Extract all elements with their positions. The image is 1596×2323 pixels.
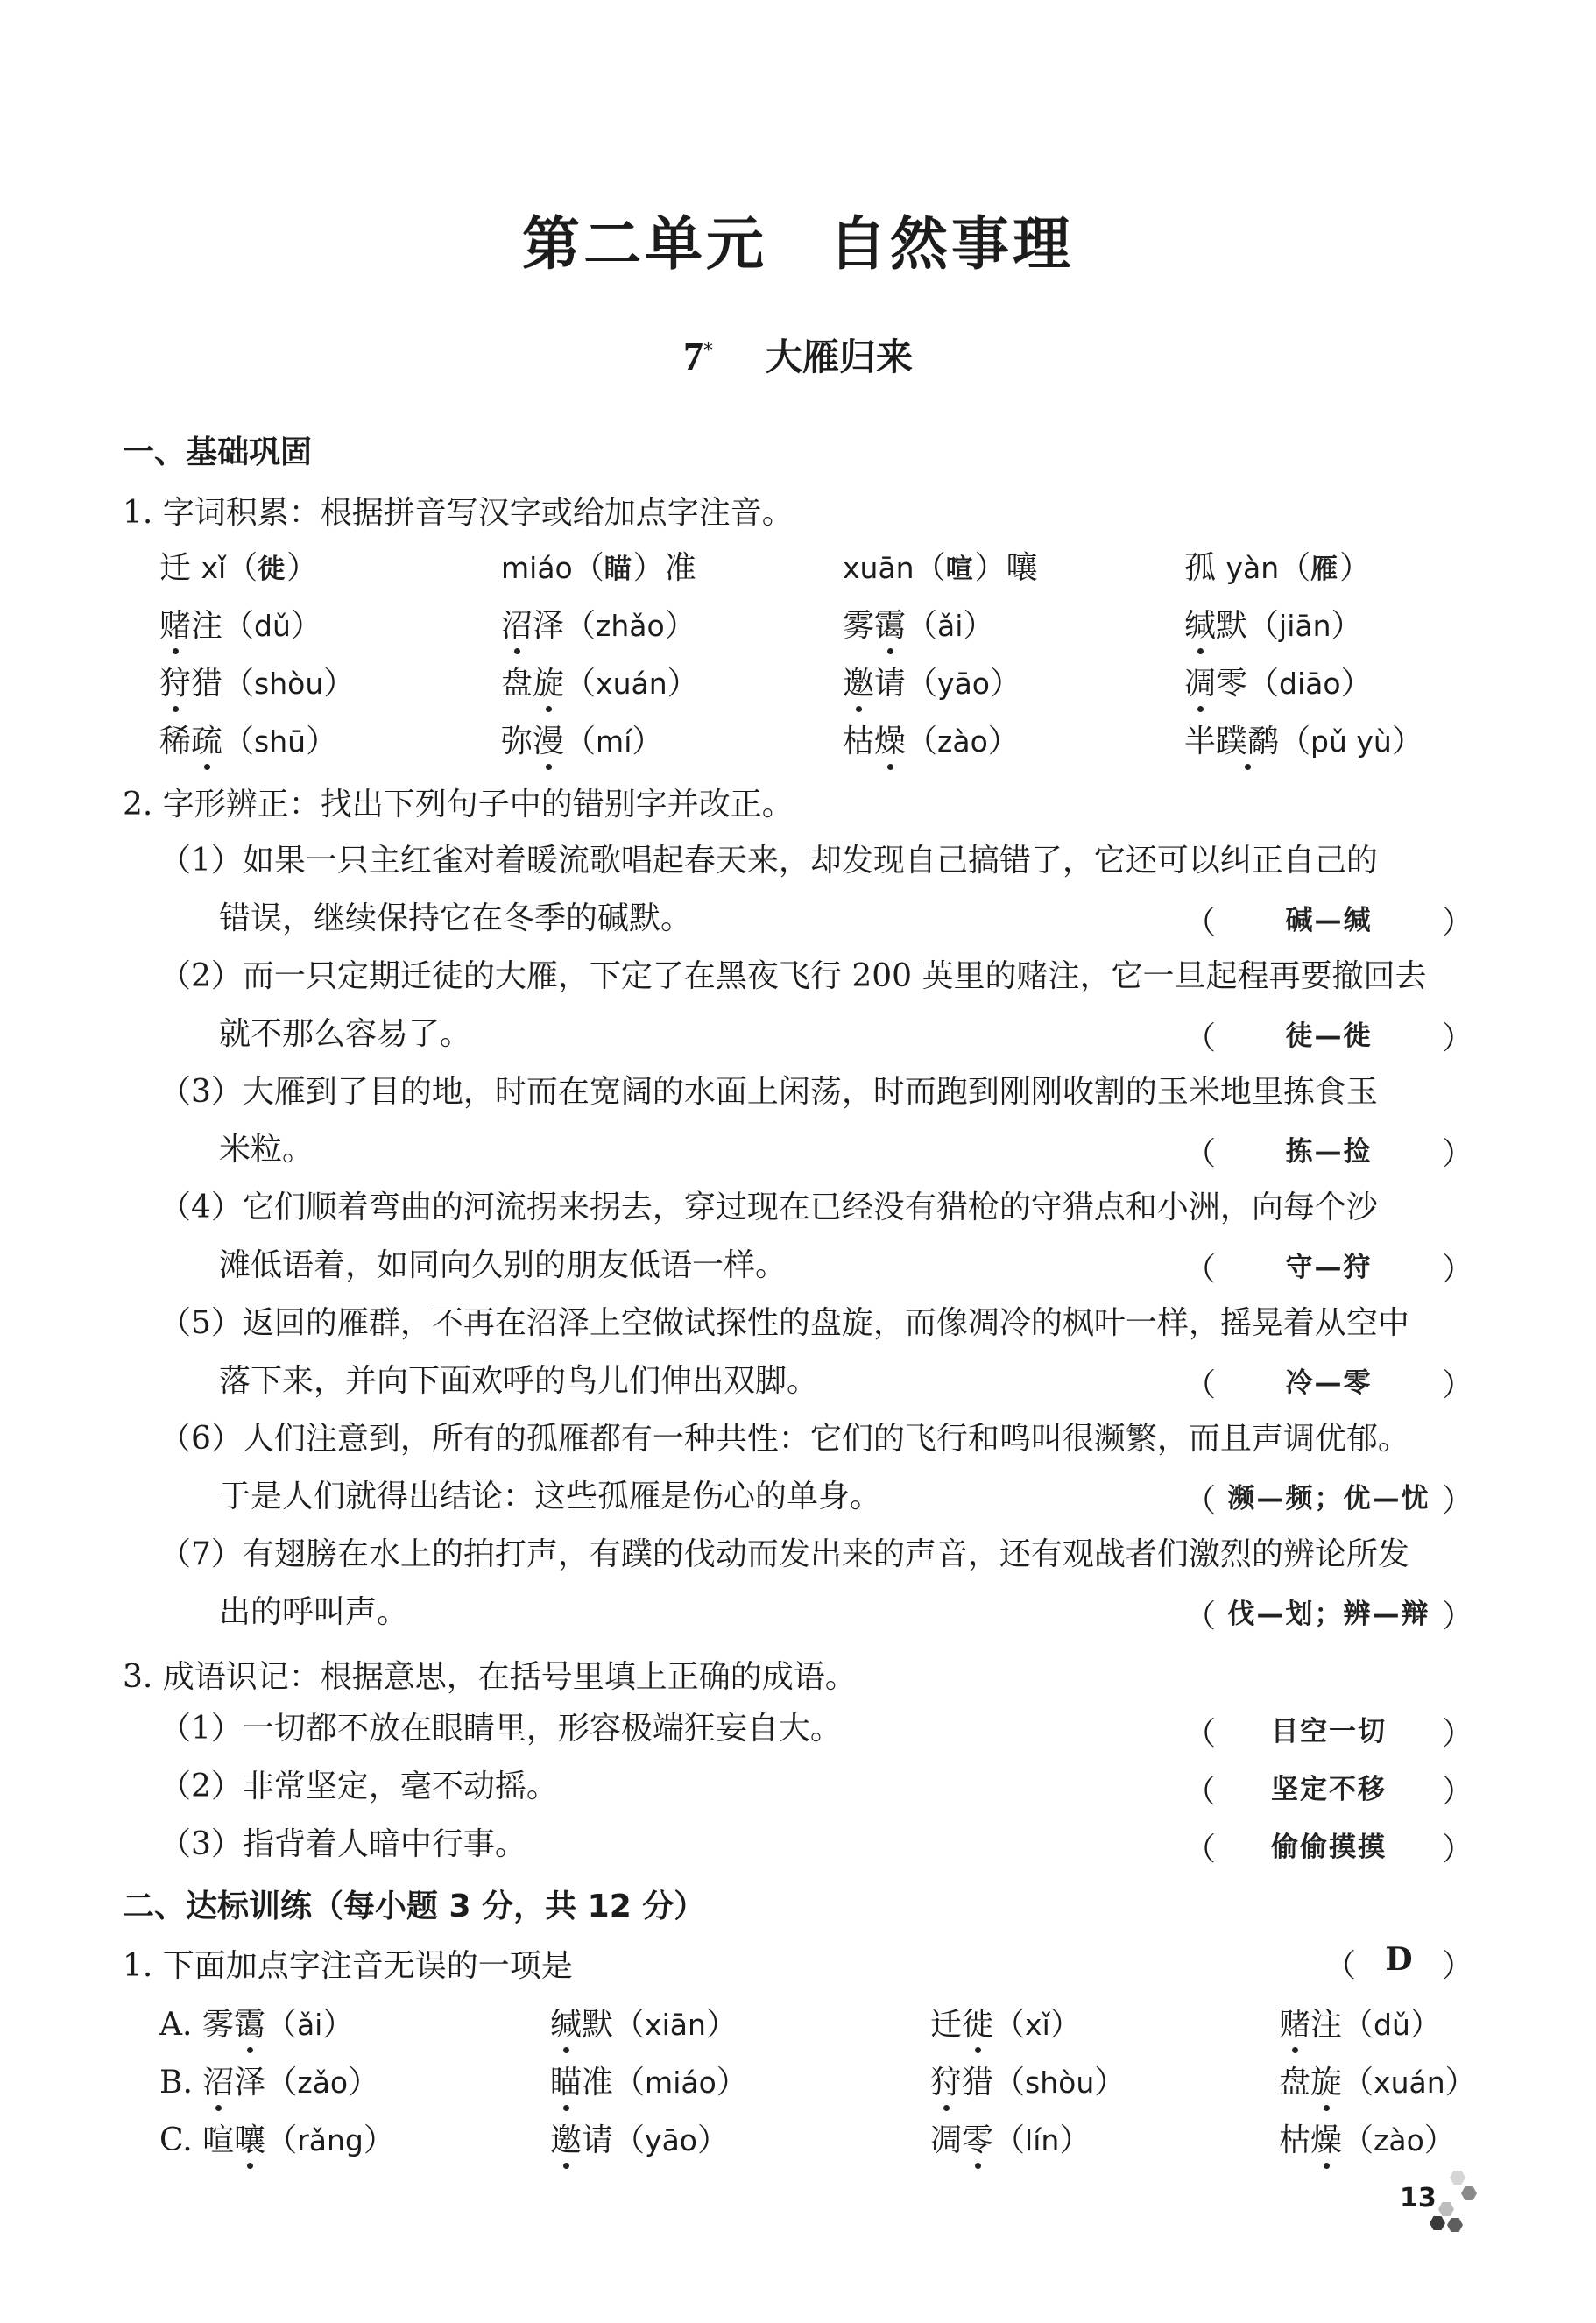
option-cell: 狩猎（shòu）	[930, 2065, 1126, 2101]
vocab-cell: 盘旋（xuán）	[501, 666, 699, 702]
option-cell: 缄默（xiān）	[550, 2007, 738, 2043]
question-stem: 2. 字形辨正：找出下列句子中的错别字并改正。	[123, 787, 794, 823]
option-text: 盘	[1279, 2065, 1311, 2101]
pinyin: yāo	[937, 667, 990, 701]
answer-bracket: （ 濒—频；优—忧 ）	[1184, 1476, 1473, 1521]
handwritten-answer: 瞄	[604, 554, 633, 585]
vocab-cell: 沼泽（zhǎo）	[501, 608, 696, 644]
hexagon-decoration-icon	[1461, 2186, 1477, 2200]
answer-bracket: （ D ）	[1324, 1941, 1473, 1984]
answer-bracket: （ 伐—划；辨—辩 ）	[1184, 1592, 1473, 1636]
option-cell: A. 雾霭（ǎi）	[159, 2007, 355, 2043]
option-cell: 瞄准（miáo）	[550, 2065, 748, 2101]
lesson-mark: *	[703, 340, 713, 362]
item-line: 出的呼叫声。	[219, 1594, 409, 1630]
option-letter: B.	[159, 2065, 203, 2101]
vocab-text: 猎	[191, 666, 223, 702]
dotted-char: 邀	[550, 2122, 583, 2158]
pinyin: zào	[1374, 2123, 1424, 2157]
option-text: 泽	[234, 2065, 266, 2101]
option-letter: C.	[159, 2122, 203, 2158]
pinyin: pǔ yù	[1310, 724, 1392, 759]
dotted-char: 赌	[159, 608, 192, 644]
pinyin: xuán	[596, 667, 667, 701]
vocab-text: 雾	[843, 608, 875, 644]
option-text: 注	[1310, 2007, 1343, 2043]
hexagon-decoration-icon	[1430, 2216, 1445, 2230]
pinyin: shòu	[1025, 2065, 1095, 2100]
handwritten-answer: 目空一切	[1271, 1716, 1387, 1748]
question-stem: 1. 下面加点字注音无误的一项是	[123, 1948, 573, 1984]
item-line: （6）人们注意到，所有的孤雁都有一种共性：它们的飞行和鸣叫很濒繁，而且声调优郁。	[159, 1421, 1409, 1457]
dotted-char: 邀	[843, 666, 875, 702]
answer-bracket: （ 徒—徙 ）	[1184, 1013, 1473, 1058]
lesson-name: 大雁归来	[765, 335, 913, 378]
item-line: 于是人们就得出结论：这些孤雁是伤心的单身。	[219, 1479, 882, 1515]
handwritten-answer: 徙	[258, 554, 287, 585]
vocab-text: 默	[1216, 608, 1248, 644]
vocab-text: 嚷	[1006, 550, 1038, 586]
vocab-text: 半	[1184, 724, 1217, 759]
hexagon-decoration-icon	[1450, 2171, 1465, 2185]
pinyin: dǔ	[254, 609, 291, 643]
dotted-char: 旋	[1310, 2065, 1343, 2101]
dotted-char: 瞄	[550, 2065, 583, 2101]
pinyin: xuān	[843, 551, 915, 585]
vocab-text: 请	[874, 666, 907, 702]
vocab-cell: 半蹼鹬（pǔ yù）	[1184, 724, 1423, 759]
dotted-char: 狩	[930, 2065, 963, 2101]
pinyin: jiān	[1279, 609, 1331, 643]
option-text: 准	[582, 2065, 614, 2101]
question-stem: 1. 字词积累：根据拼音写汉字或给加点字注音。	[123, 495, 794, 531]
handwritten-answer: 徒—徙	[1285, 1020, 1373, 1052]
pinyin: ǎi	[937, 609, 964, 643]
section-heading: 一、基础巩固	[123, 434, 313, 470]
vocab-cell: 枯燥（zào）	[843, 724, 1020, 759]
item-line: （4）它们顺着弯曲的河流拐来拐去，穿过现在已经没有猎枪的守猎点和小洲，向每个沙	[159, 1190, 1378, 1225]
pinyin: mí	[596, 724, 632, 759]
pinyin: shū	[254, 724, 307, 759]
lesson-title	[0, 328, 1596, 381]
item-line: 米粒。	[219, 1132, 314, 1168]
option-cell: 迁徙（xǐ）	[930, 2007, 1082, 2043]
unit-title-right: 自然事理	[829, 209, 1074, 278]
option-text: 猎	[962, 2065, 994, 2101]
vocab-text: 枯	[843, 724, 875, 759]
vocab-cell: 邀请（yāo）	[843, 666, 1022, 702]
vocab-cell: 迁 xǐ（徙）	[159, 550, 319, 586]
item-line: （1）如果一只主红雀对着暖流歌唱起春天来，却发现自己搞错了，它还可以纠正自己的	[159, 843, 1378, 879]
lesson-number: 7	[682, 334, 703, 378]
pinyin: ǎi	[296, 2008, 323, 2042]
dotted-char: 零	[962, 2122, 994, 2158]
dotted-char: 蹼鹬	[1216, 724, 1280, 759]
dotted-char: 沼	[501, 608, 533, 644]
vocab-cell: miáo（瞄）准	[501, 550, 696, 586]
vocab-text: 零	[1216, 666, 1248, 702]
pinyin: diāo	[1279, 667, 1341, 701]
vocab-cell: 雾霭（ǎi）	[843, 608, 995, 644]
option-cell: 枯燥（zào）	[1279, 2122, 1456, 2158]
option-cell: 邀请（yāo）	[550, 2122, 730, 2158]
handwritten-answer: 守—狩	[1285, 1252, 1373, 1283]
option-text: 迁	[930, 2007, 963, 2043]
dotted-char: 旋	[533, 666, 565, 702]
item-line: （7）有翅膀在水上的拍打声，有蹼的伐动而发出来的声音，还有观战者们激烈的辨论所发	[159, 1536, 1409, 1572]
dotted-char: 嚷	[234, 2122, 266, 2158]
option-cell: 凋零（lín）	[930, 2122, 1091, 2158]
answer-bracket: （ 坚定不移 ）	[1184, 1767, 1473, 1811]
option-letter: A.	[159, 2007, 202, 2043]
answer-bracket: （ 守—狩 ）	[1184, 1245, 1473, 1289]
vocab-cell: 赌注（dǔ）	[159, 608, 322, 644]
vocab-text: 盘	[501, 666, 533, 702]
dotted-char: 霭	[874, 608, 907, 644]
unit-title	[0, 197, 1596, 280]
handwritten-answer: 雁	[1310, 554, 1340, 585]
pinyin: zào	[937, 724, 988, 759]
vocab-text: 泽	[533, 608, 565, 644]
vocab-text: 准	[664, 550, 696, 586]
hexagon-decoration-icon	[1438, 2202, 1454, 2216]
vocab-row	[159, 717, 1526, 761]
item-line: （2）而一只定期迁徒的大雁，下定了在黑夜飞行 200 英里的赌注，它一旦起程再要撤回去	[159, 958, 1427, 994]
dotted-char: 燥	[874, 724, 907, 759]
option-cell: 盘旋（xuán）	[1279, 2065, 1477, 2101]
item-line: （3）大雁到了目的地，时而在宽阔的水面上闲荡，时而跑到刚刚收割的玉米地里拣食玉	[159, 1074, 1378, 1110]
option-row	[159, 2058, 1526, 2102]
pinyin: rǎng	[297, 2123, 364, 2157]
option-row	[159, 2115, 1526, 2160]
option-text: 枯	[1279, 2122, 1311, 2158]
dotted-char: 燥	[1310, 2122, 1343, 2158]
vocab-row	[159, 543, 1526, 588]
dotted-char: 漫	[533, 724, 565, 759]
dotted-char: 缄	[1184, 608, 1217, 644]
hexagon-decoration-icon	[1447, 2218, 1463, 2232]
answer-bracket: （ 偷偷摸摸 ）	[1184, 1825, 1473, 1869]
vocab-text: 注	[191, 608, 223, 644]
answer-bracket: （ 冷—零 ）	[1184, 1360, 1473, 1405]
vocab-text: 迁	[159, 550, 201, 586]
pinyin: xiān	[645, 2008, 706, 2042]
vocab-cell: 稀疏（shū）	[159, 724, 338, 759]
option-text: 默	[582, 2007, 614, 2043]
vocab-row	[159, 601, 1526, 646]
vocab-cell: 凋零（diāo）	[1184, 666, 1373, 702]
pinyin: shòu	[254, 667, 324, 701]
handwritten-answer: 伐—划；辨—辩	[1227, 1599, 1430, 1630]
dotted-char: 缄	[550, 2007, 583, 2043]
vocab-row	[159, 659, 1526, 703]
option-row	[159, 2000, 1526, 2044]
pinyin: zhǎo	[596, 609, 665, 643]
answer-bracket: （ 碱—缄 ）	[1184, 898, 1473, 943]
answer-bracket: （ 目空一切 ）	[1184, 1709, 1473, 1754]
pinyin: yàn	[1225, 551, 1280, 585]
option-cell: 赌注（dǔ）	[1279, 2007, 1442, 2043]
idiom-item: （3）指背着人暗中行事。	[159, 1826, 526, 1862]
vocab-cell: 弥漫（mí）	[501, 724, 664, 759]
dotted-char: 疏	[191, 724, 223, 759]
question-stem: 3. 成语识记：根据意思，在括号里填上正确的成语。	[123, 1659, 857, 1695]
item-line: 错误，继续保持它在冬季的碱默。	[219, 900, 693, 936]
vocab-text: 稀	[159, 724, 192, 759]
item-line: 落下来，并向下面欢呼的鸟儿们伸出双脚。	[219, 1363, 819, 1399]
pinyin: xuán	[1374, 2065, 1445, 2100]
handwritten-answer: 濒—频；优—忧	[1227, 1483, 1430, 1515]
option-cell: C. 喧嚷（rǎng）	[159, 2122, 395, 2158]
item-line: 就不那么容易了。	[219, 1016, 472, 1052]
option-text: 凋	[930, 2122, 963, 2158]
option-text: 请	[582, 2122, 614, 2158]
dotted-char: 霭	[233, 2007, 265, 2043]
pinyin: miáo	[645, 2065, 717, 2100]
pinyin: miáo	[501, 551, 573, 585]
section-heading: 二、达标训练（每小题 3 分，共 12 分）	[123, 1889, 706, 1924]
dotted-char: 沼	[202, 2065, 235, 2101]
pinyin: yāo	[645, 2123, 697, 2157]
handwritten-answer: 坚定不移	[1271, 1774, 1387, 1805]
dotted-char: 狩	[159, 666, 192, 702]
handwritten-answer: 碱—缄	[1285, 905, 1373, 936]
option-cell: B. 沼泽（zǎo）	[159, 2065, 380, 2101]
handwritten-answer: 喧	[945, 554, 975, 585]
item-line: 滩低语着，如同向久别的朋友低语一样。	[219, 1247, 787, 1283]
choice-answer: D	[1385, 1941, 1413, 1978]
item-line: （5）返回的雁群，不再在沼泽上空做试探性的盘旋，而像凋冷的枫叶一样，摇晃着从空中	[159, 1305, 1409, 1341]
pinyin: zǎo	[297, 2065, 349, 2100]
vocab-text: 孤	[1184, 550, 1226, 586]
vocab-cell: 狩猎（shòu）	[159, 666, 356, 702]
vocab-text: 弥	[501, 724, 533, 759]
idiom-item: （1）一切都不放在眼睛里，形容极端狂妄自大。	[159, 1711, 842, 1747]
idiom-item: （2）非常坚定，毫不动摇。	[159, 1769, 558, 1804]
dotted-char: 赌	[1279, 2007, 1311, 2043]
page-number: 13	[1400, 2183, 1437, 2214]
answer-bracket: （ 拣—捡 ）	[1184, 1129, 1473, 1174]
option-text: 雾	[201, 2007, 234, 2043]
dotted-char: 凋	[1184, 666, 1217, 702]
handwritten-answer: 冷—零	[1285, 1367, 1373, 1399]
vocab-cell: xuān（喧）嚷	[843, 550, 1038, 586]
handwritten-answer: 偷偷摸摸	[1271, 1832, 1387, 1863]
pinyin: lín	[1025, 2123, 1060, 2157]
vocab-cell: 孤 yàn（雁）	[1184, 550, 1372, 586]
handwritten-answer: 拣—捡	[1285, 1136, 1373, 1168]
option-text: 喧	[202, 2122, 235, 2158]
dotted-char: 徙	[962, 2007, 994, 2043]
vocab-cell: 缄默（jiān）	[1184, 608, 1363, 644]
pinyin: xǐ	[1025, 2008, 1050, 2042]
unit-title-left: 第二单元	[522, 209, 767, 278]
pinyin: dǔ	[1374, 2008, 1410, 2042]
pinyin: xǐ	[201, 551, 227, 585]
